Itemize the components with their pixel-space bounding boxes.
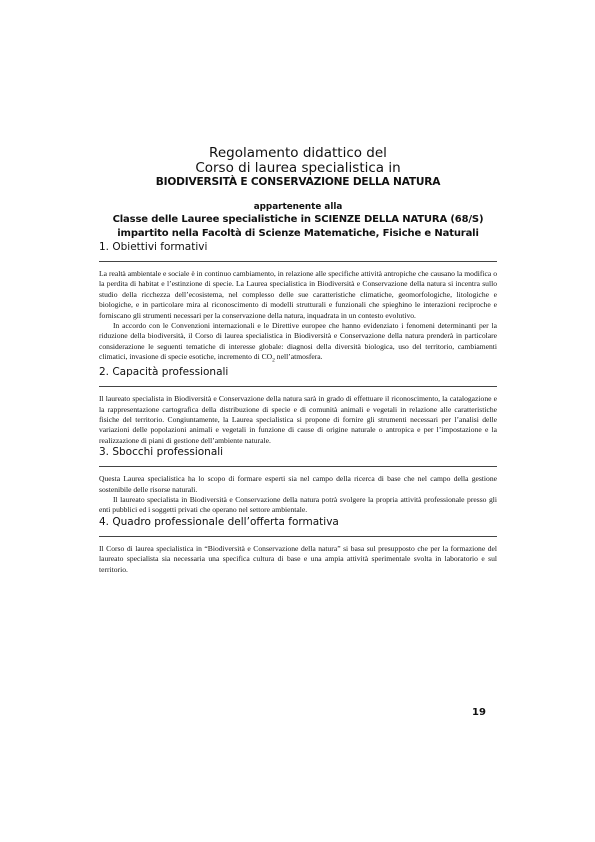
section-paragraph: La realtà ambientale e sociale è in continuo cambiamento, in relazione alle specifiche attività antropiche che causano la modifica o la perdita di habitat e l’estinzione di specie. La Laurea specialistica in Biodiversità e Conservazione della natura si incentra sullo studio della ricchezza dell’ecosistema, nel complesso delle sue caratteristiche climatiche, geomorfologiche, litologiche e biologiche, e in particolare mira al riconoscimento di modelli strutturali e funzionali che spieghino le interazioni reciproche e forniscano gli strumenti necessari per la conservazione della natura, inquadrata in un contesto evolutivo.: [99, 269, 497, 320]
section-paragraph: Questa Laurea specialistica ha lo scopo di formare esperti sia nel campo della ricerca di base che nel campo della gestione sostenibile delle risorse naturali.: [99, 474, 497, 494]
section-divider: [99, 466, 497, 467]
section-paragraph: Il Corso di laurea specialistica in “Biodiversità e Conservazione della natura” si basa sul presupposto che per la formazione del laureato specialista sia necessaria una specifica cultura di base e una ampia attività sperimentale svolta in laboratorio e sul territorio.: [99, 543, 497, 574]
page-number: 19: [472, 707, 486, 718]
subtitle-line-1: appartenente alla: [253, 202, 343, 212]
section-heading-obiettivi: 1. Obiettivi formativi: [99, 241, 208, 253]
document-title: [99, 146, 497, 189]
title-line-2: Corso di laurea specialistica in: [195, 160, 401, 176]
paragraph-text: In accordo con le Convenzioni internazionali e le Direttive europee che hanno evidenziato i fenomeni determinanti per la riduzione della biodiversità, il Corso di laurea specialistica in Biodiversità e Conservazione della natura prenderà in particolare considerazione le seguenti tematiche di interesse globale: diagnosi della diversità biologica, uso del territorio, cambiamenti climatici, invasione di specie esotiche, incremento di CO: [99, 321, 497, 362]
document-subtitle: [99, 202, 497, 241]
page-content: [99, 146, 497, 575]
subtitle-line-2: Classe delle Lauree specialistiche in SCIENZE DELLA NATURA (68/S): [112, 214, 484, 225]
section-heading-quadro: 4. Quadro professionale dell’offerta formativa: [99, 515, 339, 528]
section-divider: [99, 386, 497, 387]
section-paragraph: [99, 321, 497, 366]
section-divider: [99, 261, 497, 262]
section-paragraph: Il laureato specialista in Biodiversità e Conservazione della natura potrà svolgere la propria attività professionale presso gli enti pubblici ed i soggetti privati che operano nel settore ambientale.: [99, 495, 497, 515]
paragraph-text-end: nell’atmosfera.: [276, 352, 323, 362]
section-heading-sbocchi: 3. Sbocchi professionali: [99, 446, 224, 459]
title-line-1: Regolamento didattico del: [209, 145, 387, 161]
subscript-2: 2: [272, 357, 275, 364]
section-heading-capacita: 2. Capacità professionali: [99, 366, 229, 379]
section-paragraph: Il laureato specialista in Biodiversità e Conservazione della natura sarà in grado di effettuare il riconoscimento, la catalogazione e la rappresentazione cartografica della distribuzione di specie e di comunità animali e vegetali in relazione alle caratteristiche fisiche del territorio. Congiuntamente, la Laurea specialistica si propone di fornire gli strumenti necessari per l’analisi delle variazioni delle popolazioni animali e vegetali in funzione di cause di origine naturale o antropica e per l’impostazione e la realizzazione di piani di gestione dell’ambiente naturale.: [99, 394, 497, 445]
section-divider: [99, 536, 497, 537]
subtitle-line-3: impartito nella Facoltà di Scienze Matematiche, Fisiche e Naturali: [117, 228, 479, 239]
title-line-3: BIODIVERSITÀ E CONSERVAZIONE DELLA NATURA: [155, 176, 441, 188]
